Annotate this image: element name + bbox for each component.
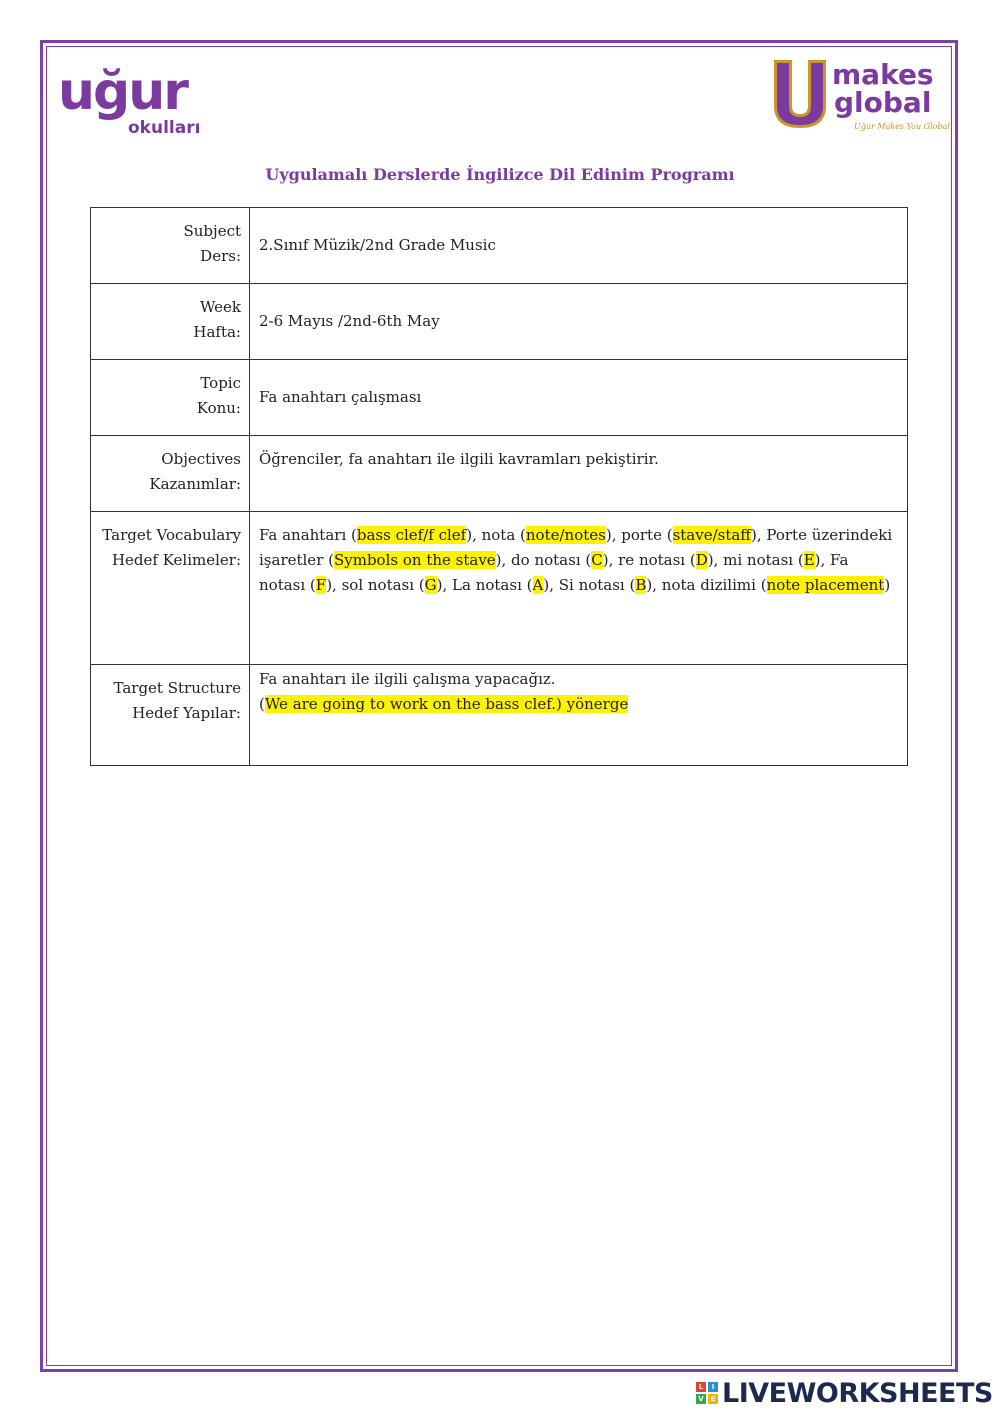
vocab-term: F bbox=[315, 576, 327, 594]
liveworksheets-brand bbox=[696, 1378, 996, 1410]
row-label: Objectives Kazanımlar: bbox=[91, 436, 250, 512]
u-letter-icon bbox=[770, 58, 830, 130]
vocab-term: C bbox=[591, 551, 603, 569]
structure-line-en: (We are going to work on the bass clef.) yönerge bbox=[259, 695, 629, 713]
vocab-term: Symbols on the stave bbox=[333, 551, 496, 569]
lesson-plan-table bbox=[90, 207, 908, 766]
row-content-topic: Fa anahtarı çalışması bbox=[250, 360, 908, 436]
vocab-term: note/notes bbox=[525, 526, 606, 544]
umakes-global-logo bbox=[770, 58, 950, 144]
vocab-term: note placement bbox=[766, 576, 885, 594]
logo-right-makes: makes bbox=[832, 58, 934, 91]
vocab-term: stave/staff bbox=[672, 526, 751, 544]
row-content-subject: 2.Sınıf Müzik/2nd Grade Music bbox=[250, 208, 908, 284]
row-label: Target Vocabulary Hedef Kelimeler: bbox=[91, 512, 250, 665]
table-row-structure bbox=[91, 665, 908, 766]
row-label: Week Hafta: bbox=[91, 284, 250, 360]
liveworksheets-wordmark: LIVEWORKSHEETS bbox=[722, 1378, 993, 1409]
logo-right-tagline: Uğur Makes You Global bbox=[854, 122, 950, 131]
row-content-week: 2-6 Mayıs /2nd-6th May bbox=[250, 284, 908, 360]
vocab-term: A bbox=[532, 576, 544, 594]
row-content-objectives: Öğrenciler, fa anahtarı ile ilgili kavramları pekiştirir. bbox=[250, 436, 908, 512]
row-content-vocabulary: Fa anahtarı (bass clef/f clef), nota (note/notes), porte (stave/staff), Porte üzerindeki işaretler (Symbols on the stave), do notası (C), re notası (D), mi notası (E), Fa notası (F), sol notası (G), La notası (A), Si notası (B), nota dizilimi (note placement) bbox=[250, 512, 908, 665]
vocab-term: D bbox=[695, 551, 708, 569]
table-row-vocabulary bbox=[91, 512, 908, 665]
liveworksheets-logo-icon: L I V E bbox=[696, 1382, 720, 1406]
row-content-structure bbox=[250, 665, 908, 766]
row-label: Subject Ders: bbox=[91, 208, 250, 284]
row-label: Target Structure Hedef Yapılar: bbox=[91, 665, 250, 766]
logo-left-sub: okulları bbox=[128, 118, 201, 138]
table-row-objectives bbox=[91, 436, 908, 512]
vocab-term: G bbox=[424, 576, 437, 594]
table-row-topic bbox=[91, 360, 908, 436]
ugur-okullari-logo bbox=[58, 62, 208, 146]
logo-left-main: uğur bbox=[58, 62, 187, 122]
table-row-week bbox=[91, 284, 908, 360]
row-label: Topic Konu: bbox=[91, 360, 250, 436]
vocab-term: B bbox=[635, 576, 647, 594]
structure-line-tr: Fa anahtarı ile ilgili çalışma yapacağız. bbox=[259, 670, 556, 688]
vocab-term: bass clef/f clef bbox=[356, 526, 467, 544]
table-row-subject bbox=[91, 208, 908, 284]
logo-right-global: global bbox=[834, 86, 932, 119]
vocab-term: E bbox=[803, 551, 815, 569]
document-title: Uygulamalı Derslerde İngilizce Dil Edinim Programı bbox=[265, 165, 735, 184]
